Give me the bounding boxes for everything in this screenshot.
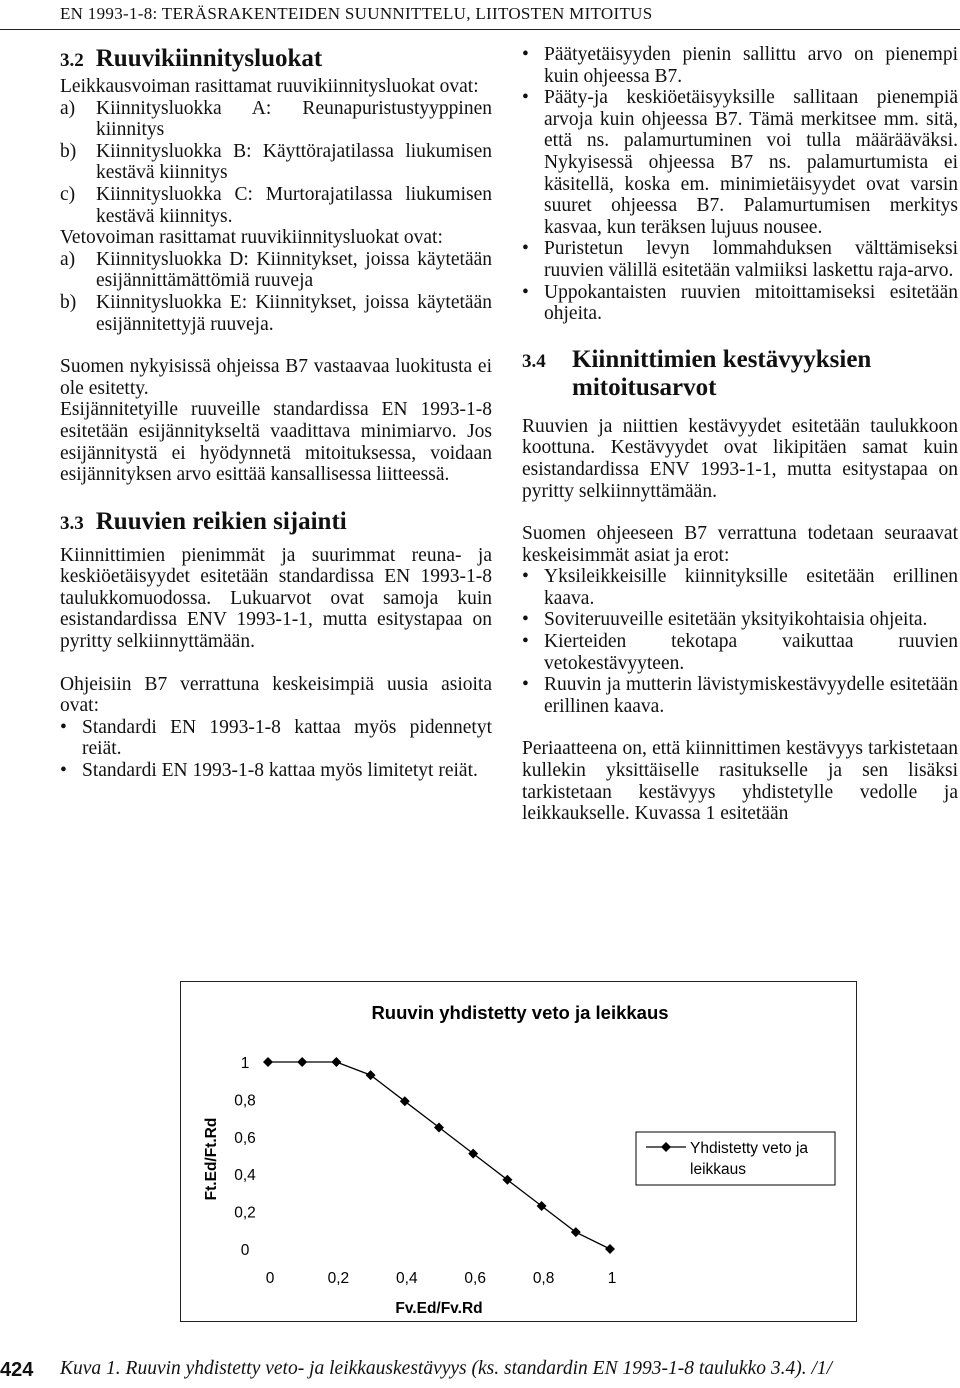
list-item: b) Kiinnitysluokka E: Kiinnitykset, joissa käytetään esijännitettyjä ruuveja.: [60, 291, 492, 335]
bullet-list: [522, 566, 958, 717]
list-item: • Puristetun levyn lommahduksen välttämiseksi ruuvien välillä esitetään valmiiksi laskettu raja-arvo.: [522, 238, 958, 281]
paragraph: Vetovoiman rasittamat ruuvikiinnitysluokat ovat:: [60, 227, 443, 249]
series-line: [268, 1062, 610, 1249]
legend-label: leikkaus: [690, 1161, 746, 1178]
y-tick-label: 1: [240, 1055, 250, 1072]
figure-caption: Kuva 1. Ruuvin yhdistetty veto- ja leikkauskestävyys (ks. standardin EN 1993-1-8 taulukko 3.4). /1/: [60, 1358, 833, 1379]
list-item: • Uppokantaisten ruuvien mitoittamiseksi esitetään ohjeita.: [522, 281, 958, 325]
data-point: [263, 1057, 273, 1067]
list-item: b) Kiinnitysluokka B: Käyttörajatilassa liukumisen kestävä kiinnitys: [60, 140, 492, 184]
x-tick-label: 0,4: [396, 1270, 418, 1287]
list-item: c) Kiinnitysluokka C: Murtorajatilassa liukumisen kestävä kiinnitys.: [60, 183, 492, 227]
section-number: 3.2: [60, 50, 84, 71]
list-item: • Standardi EN 1993-1-8 kattaa myös pidennetyt reiät.: [60, 716, 492, 760]
data-point: [297, 1057, 307, 1067]
legend-label: Yhdistetty veto ja: [690, 1140, 809, 1157]
y-tick-label: 0,8: [234, 1092, 256, 1110]
running-header: EN 1993-1-8: TERÄSRAKENTEIDEN SUUNNITTELU, LIITOSTEN MITOITUS: [60, 4, 653, 23]
combined-tension-shear-chart: [180, 981, 857, 1322]
paragraph: Suomen ohjeeseen B7 verrattuna todetaan seuraavat keskeisimmät asiat ja erot:: [522, 523, 958, 566]
list-item: • Päätyetäisyyden pienin sallittu arvo on pienempi kuin ohjeessa B7.: [522, 44, 958, 87]
section-number: 3.4: [522, 350, 546, 372]
x-tick-label: 0,6: [464, 1270, 486, 1287]
paragraph: Esijännitetyille ruuveille standardissa EN 1993-1-8 esitetään esijännitykseltä vaadittava minimiarvo. Jos esijännitystä ei hyödynnetä mitoituksessa, voidaan esijännityksen arvo esittää kansallisessa liitteessä.: [60, 399, 492, 486]
left-column: [60, 44, 492, 782]
section-number: 3.3: [60, 512, 84, 534]
x-tick-label: 0: [265, 1270, 275, 1287]
paragraph: Ruuvien ja niittien kestävyydet esitetään taulukkoon koottuna. Kestävyydet ovat likipitäen samat kuin esistandardissa ENV 1993-1-1, mutta esitystapaa on pyritty selkiinnyttämään.: [522, 415, 958, 502]
right-column: [522, 44, 958, 825]
x-tick-label: 1: [607, 1270, 617, 1287]
y-tick-label: 0,6: [234, 1129, 256, 1147]
section-3-2-heading: [60, 44, 492, 76]
data-point: [605, 1244, 615, 1254]
section-title: Ruuvien reikien sijainti: [95, 507, 347, 535]
section-title: Ruuvikiinnitysluokat: [95, 45, 323, 72]
paragraph: Suomen nykyisissä ohjeissa B7 vastaavaa luokitusta ei ole esitetty.: [60, 356, 492, 399]
paragraph: Kiinnittimien pienimmät ja suurimmat reuna- ja keskiöetäisyydet esitetään standardissa EN 1993-1-8 taulukkomuodossa. Lukuarvot ovat samoja kuin esistandardissa ENV 1993-1-1, mutta esitystapaa on pyritty selkiinnyttämään.: [60, 544, 492, 653]
x-tick-label: 0,8: [532, 1270, 555, 1287]
header-rule: [0, 29, 960, 30]
list-item: a) Kiinnitysluokka D: Kiinnitykset, joissa käytetään esijännittämättömiä ruuveja: [60, 248, 492, 292]
paragraph: Leikkausvoiman rasittamat ruuvikiinnitysluokat ovat:: [60, 76, 479, 97]
section-title: Kiinnittimien kestävyyksien mitoitusarvot: [572, 345, 872, 401]
list-item: • Ruuvin ja mutterin lävistymiskestävyydelle esitetään erillinen kaava.: [522, 674, 958, 717]
bullet-list: [522, 44, 958, 325]
list-item: • Pääty-ja keskiöetäisyyksille sallitaan pienempiä arvoja kuin ohjeessa B7. Tämä merkitsee mm. sitä, että ns. palamurtuminen voi tulla määrääväksi. Nykyisessä ohjeessa B7 ns. palamurtumista ei käsitellä, koska em. minimietäisyydet ovat varsin suuret ohjeessa B7. Palamurtumisen merkitys kasvaa, kun teräksen lujuus nousee.: [522, 87, 958, 238]
x-axis-label: Fv.Ed/Fv.Rd: [395, 1300, 483, 1317]
paragraph: Periaatteena on, että kiinnittimen kestävyys tarkistetaan kullekin yksittäiselle rasitukselle ja sen lisäksi tarkistetaan kestävyys yhdistetylle vedolle ja leikkaukselle. Kuvassa 1 esitetään: [522, 738, 958, 825]
y-axis-label: Ft.Ed/Ft.Rd: [203, 1117, 220, 1201]
section-3-3-heading: [60, 507, 492, 539]
y-tick-label: 0,2: [234, 1204, 256, 1222]
y-tick-label: 0,4: [234, 1167, 256, 1185]
data-point: [571, 1227, 581, 1237]
list-item: • Standardi EN 1993-1-8 kattaa myös limitetyt reiät.: [60, 760, 478, 782]
bullet-list: [60, 717, 492, 782]
list-item: • Yksileikkeisille kiinnityksille esitetään erillinen kaava.: [522, 566, 958, 609]
y-tick-label: 0: [240, 1242, 250, 1259]
list-item: • Soviteruuveille esitetään yksityikohtaisia ohjeita.: [522, 609, 928, 631]
chart-title: Ruuvin yhdistetty veto ja leikkaus: [371, 1002, 669, 1023]
data-point: [331, 1057, 341, 1067]
section-3-4-heading: [522, 346, 958, 402]
list-item: a) Kiinnitysluokka A: Reunapuristustyyppinen kiinnitys: [60, 97, 492, 141]
list-item: • Kierteiden tekotapa vaikuttaa ruuvien vetokestävyyteen.: [522, 631, 958, 674]
x-tick-label: 0,2: [327, 1270, 350, 1287]
page-number: 424: [0, 1359, 34, 1381]
paragraph: Ohjeisiin B7 verrattuna keskeisimpiä uusia asioita ovat:: [60, 673, 492, 717]
